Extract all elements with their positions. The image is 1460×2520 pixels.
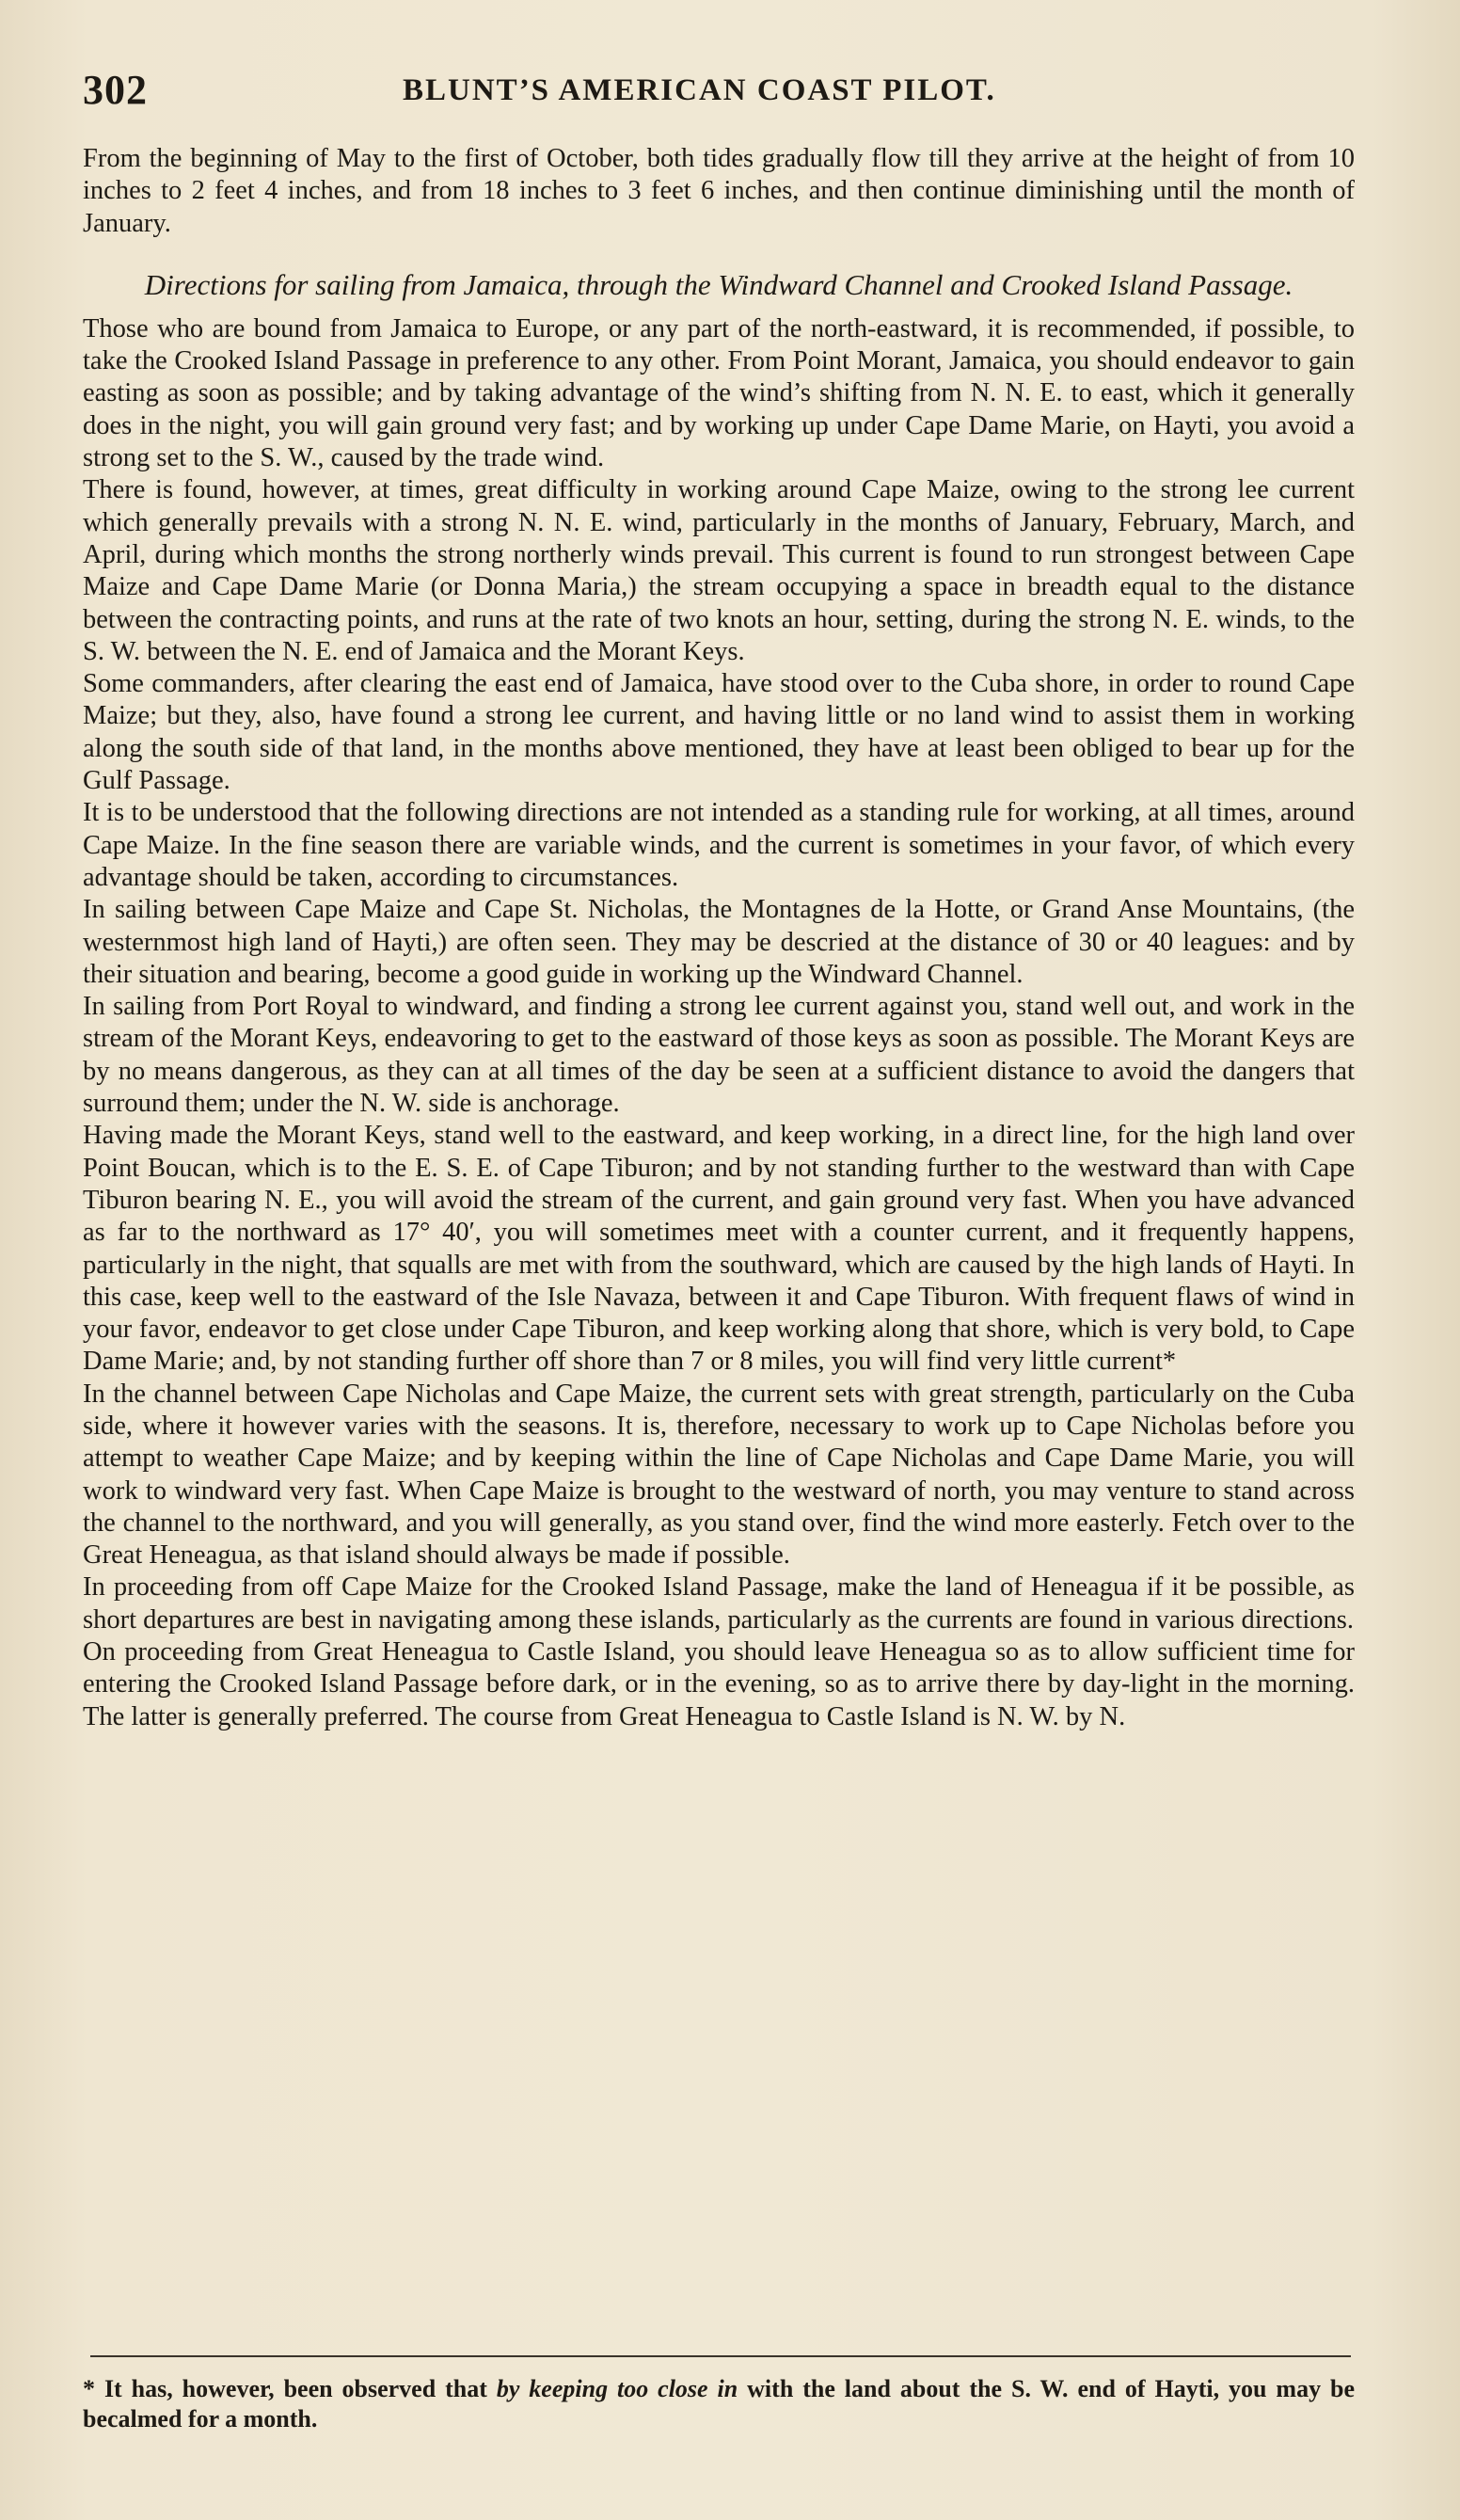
section-heading: Directions for sailing from Jamaica, through the Windward Channel and Crooked Island Passage.: [144, 267, 1293, 301]
footnote-marker: *: [83, 2375, 95, 2402]
paragraph: In sailing from Port Royal to windward, and finding a strong lee current against you, stand well out, and work in the stream of the Morant Keys, endeavoring to get to the eastward of those keys as soon as possible. The Morant Keys are by no means dangerous, as they can at all times of the day be seen at a sufficient distance to avoid the dangers that surround them; under the N. W. side is anchorage.: [83, 992, 1355, 1119]
paragraph: In proceeding from off Cape Maize for the Crooked Island Passage, make the land of Heneagua if it be possible, as short departures are best in navigating among these islands, particularly as the currents are found in various directions.: [83, 1572, 1355, 1635]
footnote-text-italic: by keeping too close in: [496, 2375, 738, 2402]
page-number: 302: [83, 67, 148, 113]
page-header: [83, 66, 1377, 122]
paragraph: In sailing between Cape Maize and Cape St. Nicholas, the Montagnes de la Hotte, or Grand Anse Mountains, (the westernmost high land of Hayti,) are often seen. They may be descried at the distance of 30 or 40 leagues: and by their situation and bearing, become a good guide in working up the Windward Channel.: [83, 895, 1355, 989]
footnote: [83, 2374, 1355, 2434]
running-title: BLUNT’S AMERICAN COAST PILOT.: [403, 73, 996, 107]
paragraph: It is to be understood that the following directions are not intended as a standing rule for working, at all times, around Cape Maize. In the fine season there are variable winds, and the current is sometimes in your favor, of which every advantage should be taken, according to circumstances.: [83, 798, 1355, 892]
footnote-text-start: It has, however, been observed that: [103, 2375, 487, 2402]
paragraph: Some commanders, after clearing the east end of Jamaica, have stood over to the Cuba shore, in order to round Cape Maize; but they, also, have found a strong lee current, and having little or no land wind to assist them in working along the south side of that land, in the months above mentioned, they have at least been obliged to bear up for the Gulf Passage.: [83, 669, 1355, 796]
footnote-text-end: with the land about the S. W. end of Hayti, you may be becalmed for a month.: [83, 2375, 1356, 2432]
paragraph: Having made the Morant Keys, stand well to the eastward, and keep working, in a direct line, for the high land over Point Boucan, which is to the E. S. E. of Cape Tiburon; and by not standing further to the westward than with Cape Tiburon bearing N. E., you will avoid the stream of the current, and gain ground very fast. When you have advanced as far to the northward as 17° 40′, you will sometimes meet with a counter current, and it frequently happens, particularly in the night, that squalls are met with from the southward, which are caused by the high lands of Hayti. In this case, keep well to the eastward of the Isle Navaza, between it and Cape Tiburon. With frequent flaws of wind in your favor, endeavor to get close under Cape Tiburon, and keep working along that shore, which is very bold, to Cape Dame Marie; and, by not standing further off shore than 7 or 8 miles, you will find very little current*: [83, 1121, 1355, 1377]
paragraph: In the channel between Cape Nicholas and Cape Maize, the current sets with great strength, particularly on the Cuba side, where it however varies with the seasons. It is, therefore, necessary to work up to Cape Nicholas before you attempt to weather Cape Maize; and by keeping within the line of Cape Nicholas and Cape Dame Marie, you will work to windward very fast. When Cape Maize is brought to the westward of north, you may venture to stand across the channel to the northward, and you will generally, as you stand over, find the wind more easterly. Fetch over to the Great Heneagua, as that island should always be made if possible.: [83, 1379, 1355, 1571]
footnote-divider: [90, 2355, 1351, 2357]
paragraph: On proceeding from Great Heneagua to Castle Island, you should leave Heneagua so as to allow sufficient time for entering the Crooked Island Passage before dark, or in the evening, so as to arrive there by day-light in the morning. The latter is generally preferred. The course from Great Heneagua to Castle Island is N. W. by N.: [83, 1637, 1355, 1731]
paragraph: There is found, however, at times, great difficulty in working around Cape Maize, owing to the strong lee current which generally prevails with a strong N. N. E. wind, particularly in the months of January, February, March, and April, during which months the strong northerly winds prevail. This current is found to run strongest between Cape Maize and Cape Dame Marie (or Donna Maria,) the stream occupying a space in breadth equal to the distance between the contracting points, and runs at the rate of two knots an hour, setting, during the strong N. E. winds, to the S. W. between the N. E. end of Jamaica and the Morant Keys.: [83, 475, 1355, 666]
intro-paragraph: From the beginning of May to the first of October, both tides gradually flow till they arrive at the height of from 10 inches to 2 feet 4 inches, and from 18 inches to 3 feet 6 inches, and then continue diminishing until the month of January.: [83, 144, 1355, 238]
main-text: [83, 143, 1355, 1733]
paragraph: Those who are bound from Jamaica to Europe, or any part of the north-eastward, it is recommended, if possible, to take the Crooked Island Passage in preference to any other. From Point Morant, Jamaica, you should endeavor to gain easting as soon as possible; and by taking advantage of the wind’s shifting from N. N. E. to east, which it generally does in the night, you will gain ground very fast; and by working up under Cape Dame Marie, on Hayti, you avoid a strong set to the S. W., caused by the trade wind.: [83, 313, 1355, 473]
